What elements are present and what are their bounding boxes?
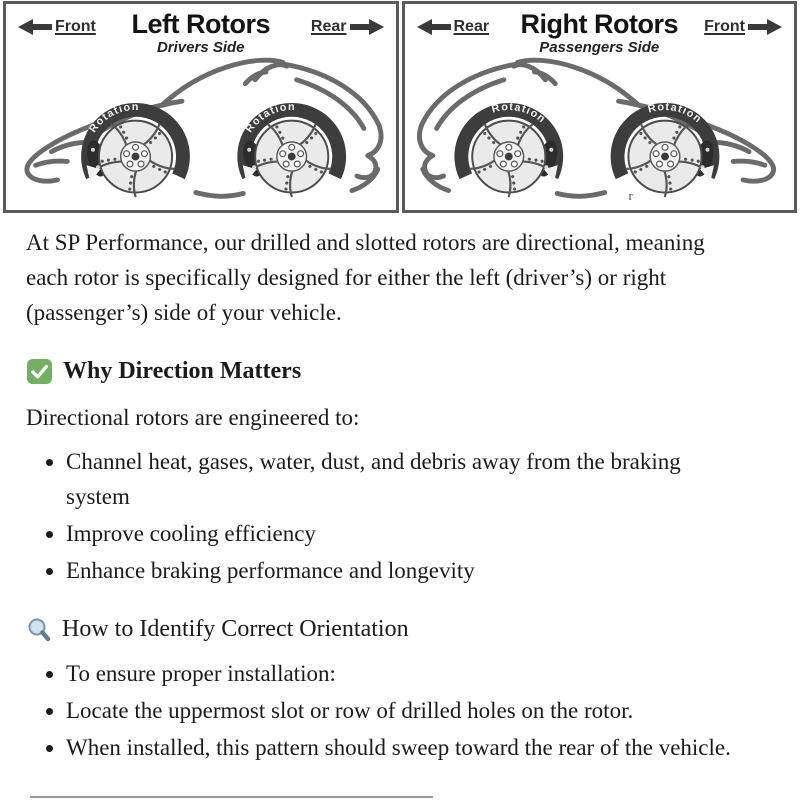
panel-header xyxy=(6,4,396,56)
arrow-left-icon xyxy=(18,19,52,35)
scan-artifact: r xyxy=(628,188,633,203)
rear-direction-label xyxy=(417,17,490,37)
rotation-label: Rotation xyxy=(243,101,296,135)
section-heading-identify-orientation xyxy=(26,612,774,647)
panel-header xyxy=(405,4,795,56)
left-rotors-panel xyxy=(3,1,399,213)
benefits-list xyxy=(26,444,774,588)
list-item: • Improve cooling efficiency xyxy=(66,516,741,551)
arrow-left-icon xyxy=(417,19,451,35)
arrow-right-icon xyxy=(748,19,782,35)
list-item: • Channel heat, gases, water, dust, and debris away from the braking system xyxy=(66,444,741,514)
rotation-label: Rotation xyxy=(86,101,140,135)
right-rotors-panel xyxy=(402,1,798,213)
front-direction-label xyxy=(18,17,96,37)
list-item: • When installed, this pattern should sweep toward the rear of the vehicle. xyxy=(66,730,741,765)
rotation-label: Rotation xyxy=(646,100,704,126)
rotation-label: Rotation xyxy=(489,100,548,126)
bottom-divider xyxy=(30,796,433,798)
panel-subtitle: Drivers Side xyxy=(156,38,245,56)
check-icon xyxy=(26,358,53,385)
panel-title: Right Rotors xyxy=(520,9,678,39)
direction-text: Rear xyxy=(310,18,347,35)
section-heading-why-direction-matters xyxy=(26,354,774,389)
section-lead: Directional rotors are engineered to: xyxy=(26,405,360,430)
panel-title: Left Rotors xyxy=(131,9,270,39)
direction-text: Rear xyxy=(453,18,490,35)
magnifying-glass-icon xyxy=(26,617,52,643)
article-body xyxy=(0,225,800,765)
rear-direction-label xyxy=(311,17,384,37)
list-item: • Enhance braking performance and longevity xyxy=(66,553,741,588)
rotor-diagram xyxy=(0,0,800,213)
list-item: • Locate the uppermost slot or row of drilled holes on the rotor. xyxy=(66,693,741,728)
direction-text: Front xyxy=(704,18,745,35)
section-title: How to Identify Correct Orientation xyxy=(62,616,409,642)
front-direction-label xyxy=(704,17,782,37)
section-title: Why Direction Matters xyxy=(63,358,302,384)
orientation-list xyxy=(26,656,774,765)
intro-paragraph: At SP Performance, our drilled and slotted rotors are directional, meaning each rotor is specifically designed for either the left (driver’s) or right (passenger’s) side of your vehicle. xyxy=(26,230,705,325)
arrow-right-icon xyxy=(350,19,384,35)
list-item: • To ensure proper installation: xyxy=(66,656,741,691)
direction-text: Front xyxy=(55,18,96,35)
panel-subtitle: Passengers Side xyxy=(539,38,660,56)
